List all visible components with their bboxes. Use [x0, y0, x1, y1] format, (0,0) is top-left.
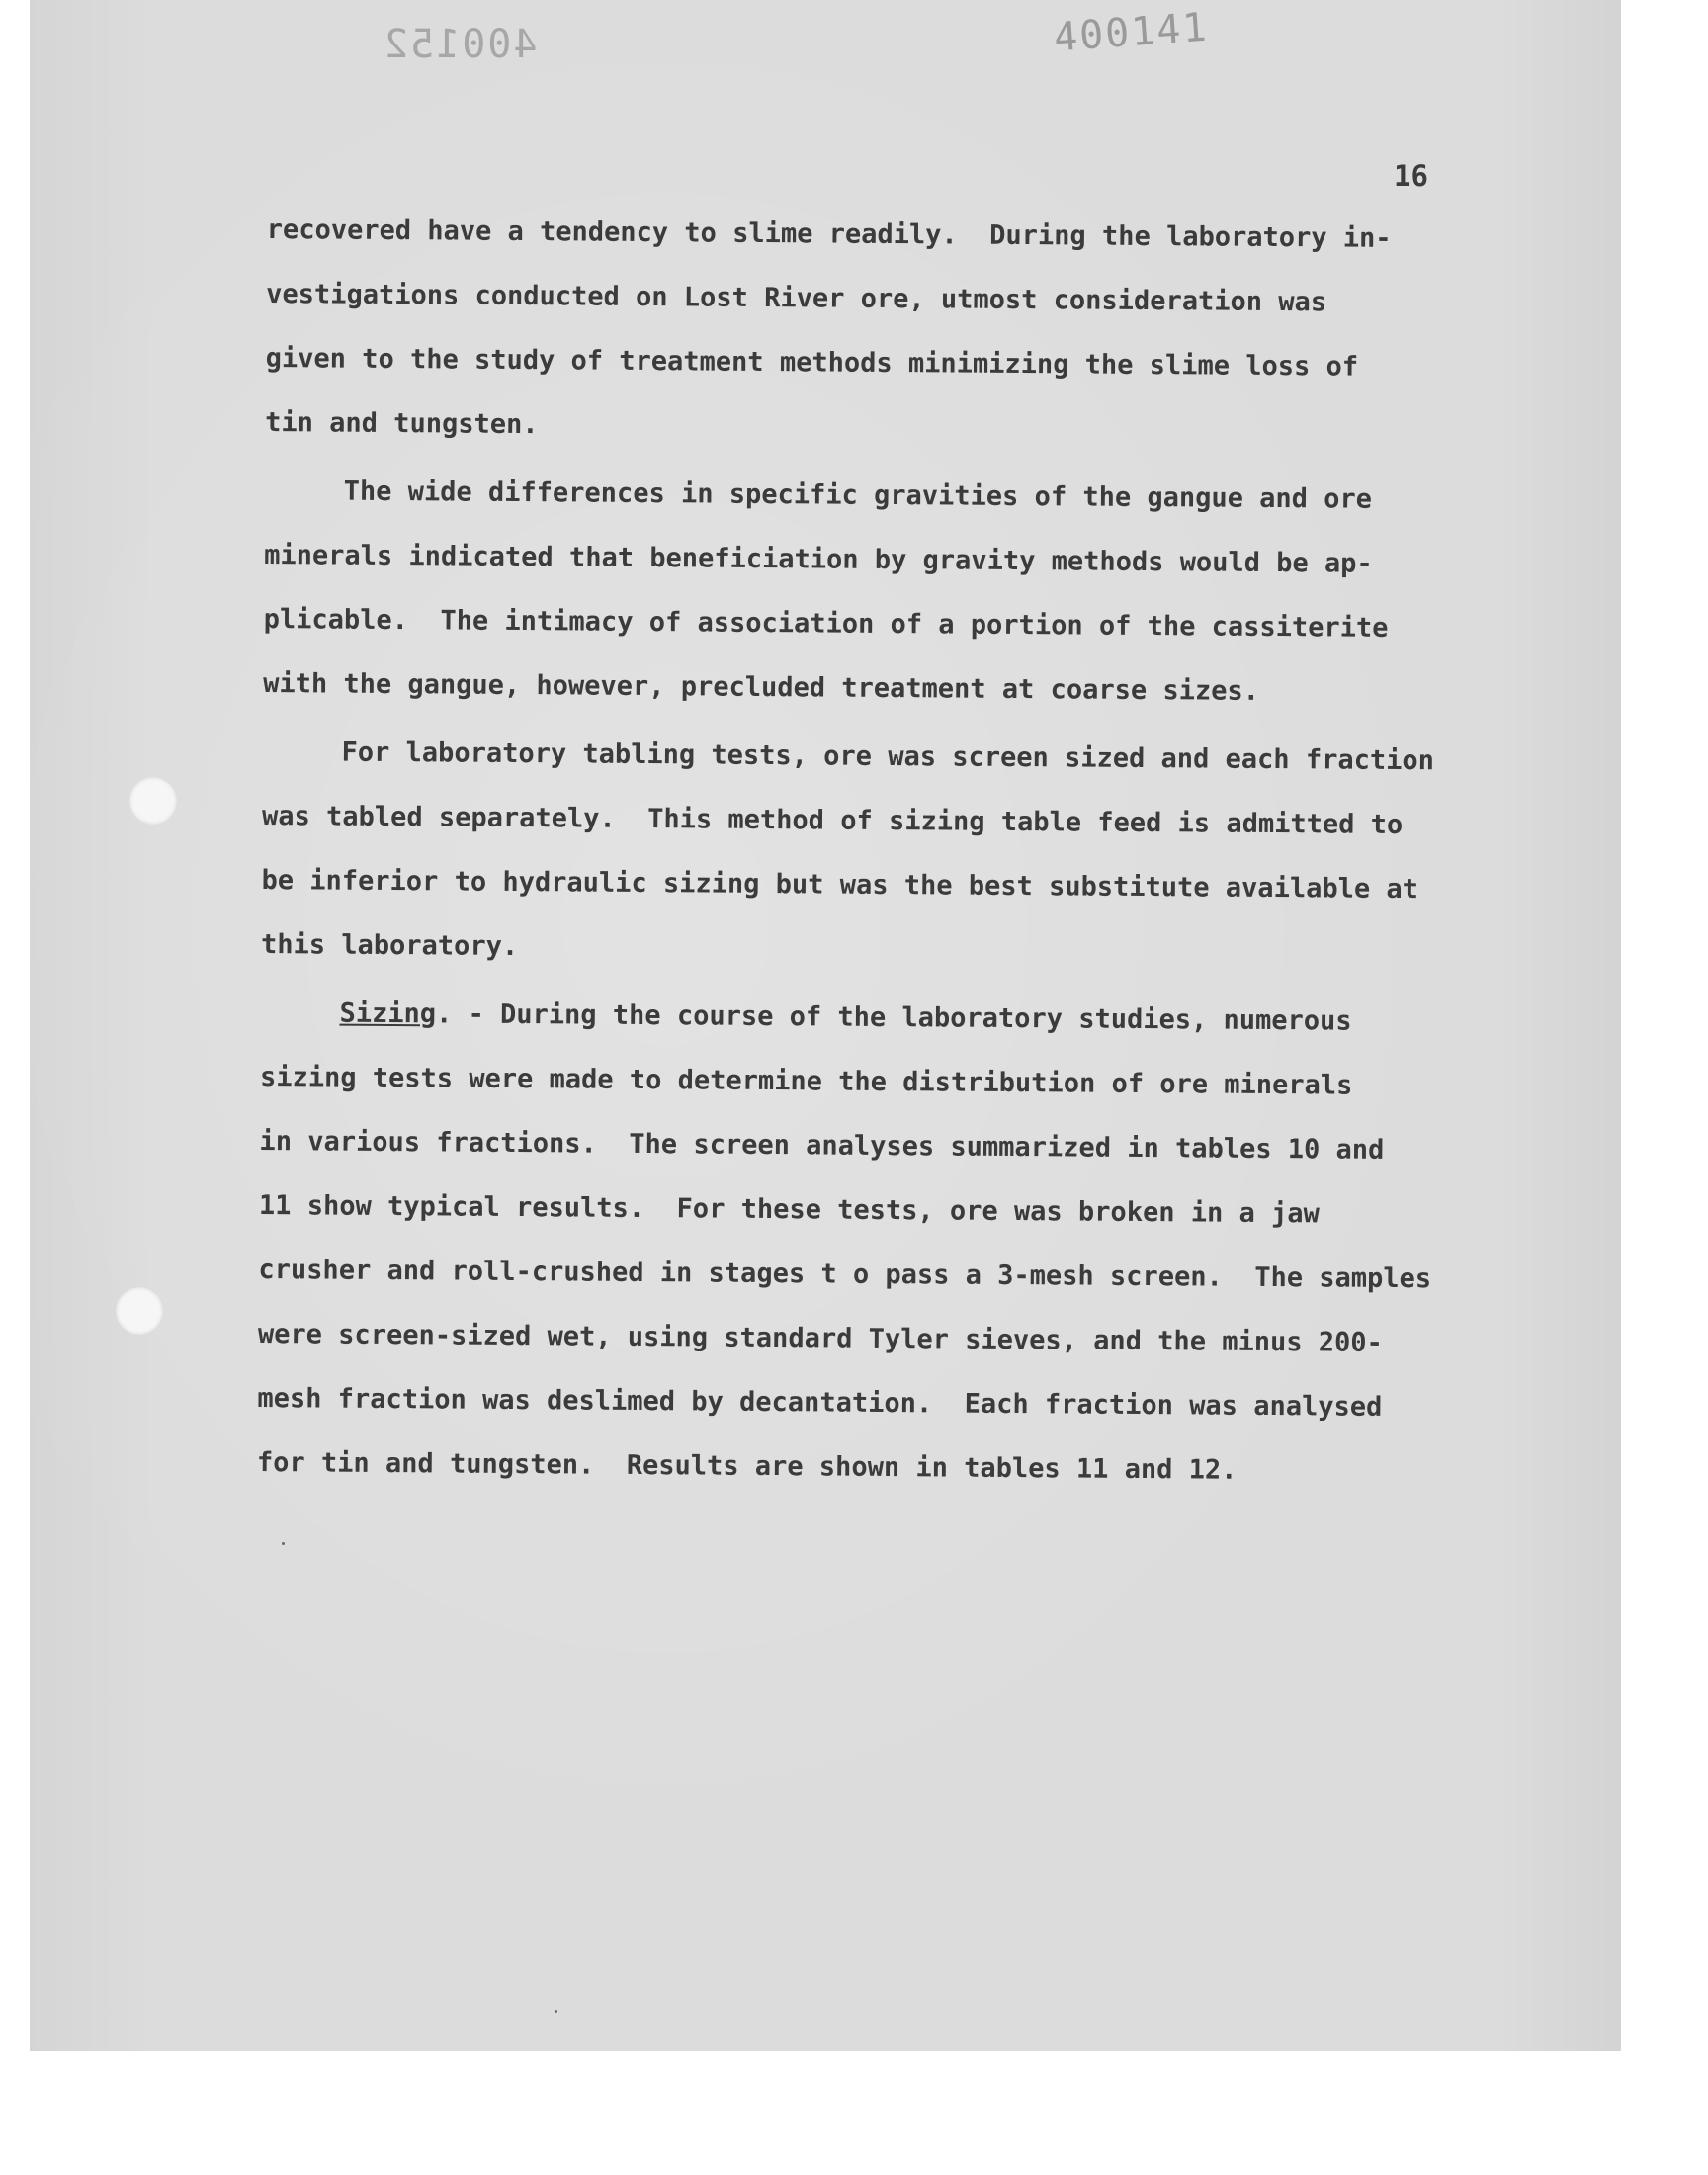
text-line: plicable. The intimacy of association of a portion of the cassiterite	[263, 603, 1389, 644]
text-line	[260, 981, 1495, 1055]
text-line: in various fractions. The screen analyses summarized in tables 10 and	[259, 1125, 1385, 1166]
paragraph-sizing	[257, 981, 1496, 1505]
scan-speck	[555, 2010, 557, 2013]
text-line: were screen-sized wet, using standard Tyler sieves, and the minus 200-	[257, 1318, 1383, 1358]
document-stamp: 400141	[1052, 4, 1210, 61]
text-line: 11 show typical results. For these tests, ore was broken in a jaw	[258, 1189, 1320, 1230]
text-line: sizing tests were made to determine the distribution of ore minerals	[259, 1061, 1353, 1101]
text-line: recovered have a tendency to slime readily. During the laboratory in-	[266, 214, 1392, 254]
text-line: minerals indicated that beneficiation by gravity methods would be ap-	[264, 539, 1373, 579]
text-line: vestigations conducted on Lost River ore, utmost consideration was	[266, 278, 1327, 318]
text-line: for tin and tungsten. Results are shown in tables 11 and 12.	[256, 1446, 1238, 1486]
text-line: For laboratory tabling tests, ore was screen sized and each fraction	[341, 737, 1435, 777]
punch-hole	[116, 1287, 163, 1335]
text-line: tin and tungsten.	[265, 406, 539, 441]
text-line: mesh fraction was deslimed by decantation. Each fraction was analysed	[257, 1382, 1383, 1423]
punch-hole	[129, 777, 177, 825]
text-line: this laboratory.	[260, 928, 519, 963]
section-heading-sizing: Sizing	[339, 998, 437, 1030]
text-line: be inferior to hydraulic sizing but was the best substitute available at	[261, 864, 1419, 906]
text-line: was tabled separately. This method of sizing table feed is admitted to	[261, 800, 1404, 841]
paragraph	[265, 198, 1502, 465]
paragraph	[263, 459, 1500, 726]
document-stamp-mirrored: 400152	[383, 22, 538, 67]
text-line: The wide differences in specific gravities of the gangue and ore	[343, 476, 1373, 515]
scan-speck	[282, 1542, 285, 1545]
text-line: given to the study of treatment methods minimizing the slime loss of	[265, 342, 1359, 383]
text-line-rest: . - During the course of the laboratory studies, numerous	[435, 999, 1352, 1037]
paragraph	[261, 720, 1498, 987]
text-line: crusher and roll-crushed in stages t o pass a 3-mesh screen. The samples	[258, 1254, 1432, 1295]
page-number: 16	[1394, 159, 1428, 193]
text-line: with the gangue, however, precluded treatment at coarse sizes.	[263, 667, 1260, 707]
body-text	[257, 198, 1502, 1505]
